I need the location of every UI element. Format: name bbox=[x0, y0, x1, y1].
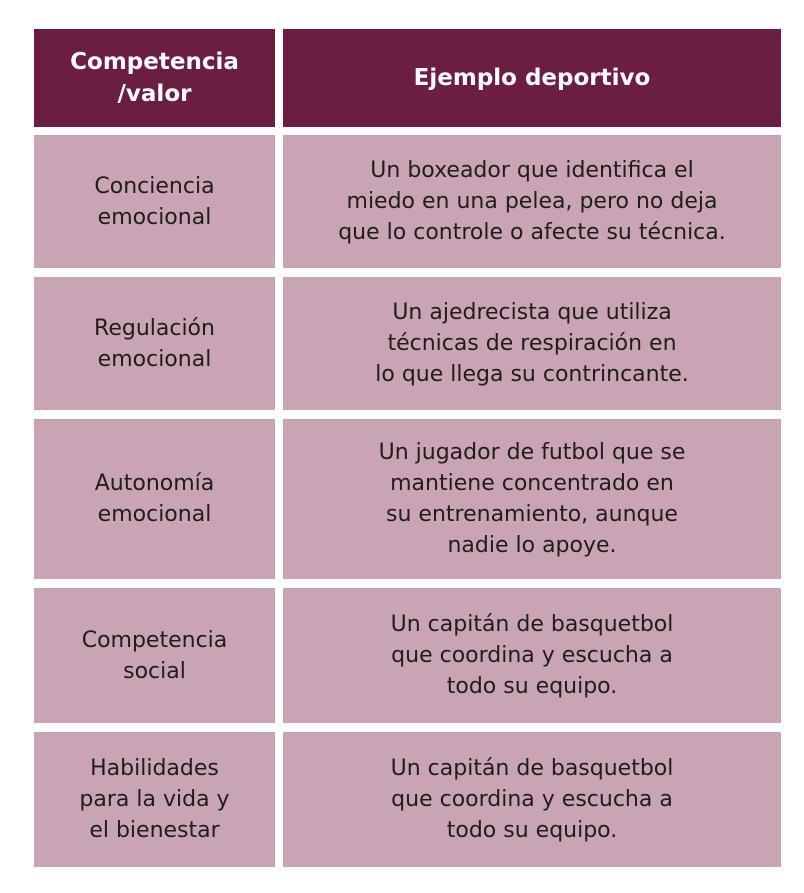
example-cell: Un boxeador que identifica el miedo en una pelea, pero no deja que lo controle o afecte su técnica. bbox=[283, 135, 781, 268]
table-row bbox=[34, 135, 781, 268]
example-cell: Un ajedrecista que utiliza técnicas de respiración en lo que llega su contrincante. bbox=[283, 277, 781, 410]
competency-cell: Autonomía emocional bbox=[34, 419, 275, 579]
example-cell: Un capitán de basquetbol que coordina y escucha a todo su equipo. bbox=[283, 588, 781, 723]
header-ejemplo: Ejemplo deportivo bbox=[283, 29, 781, 127]
competency-cell: Competencia social bbox=[34, 588, 275, 723]
table-header-row bbox=[34, 29, 781, 127]
example-cell: Un jugador de futbol que se mantiene concentrado en su entrenamiento, aunque nadie lo apoye. bbox=[283, 419, 781, 579]
table-row bbox=[34, 277, 781, 410]
table-row bbox=[34, 588, 781, 723]
competency-cell: Habilidades para la vida y el bienestar bbox=[34, 732, 275, 867]
table-row bbox=[34, 419, 781, 579]
example-cell: Un capitán de basquetbol que coordina y escucha a todo su equipo. bbox=[283, 732, 781, 867]
header-competencia: Competencia /valor bbox=[34, 29, 275, 127]
table-row bbox=[34, 732, 781, 867]
competencies-table bbox=[34, 29, 781, 867]
competency-cell: Conciencia emocional bbox=[34, 135, 275, 268]
competency-cell: Regulación emocional bbox=[34, 277, 275, 410]
